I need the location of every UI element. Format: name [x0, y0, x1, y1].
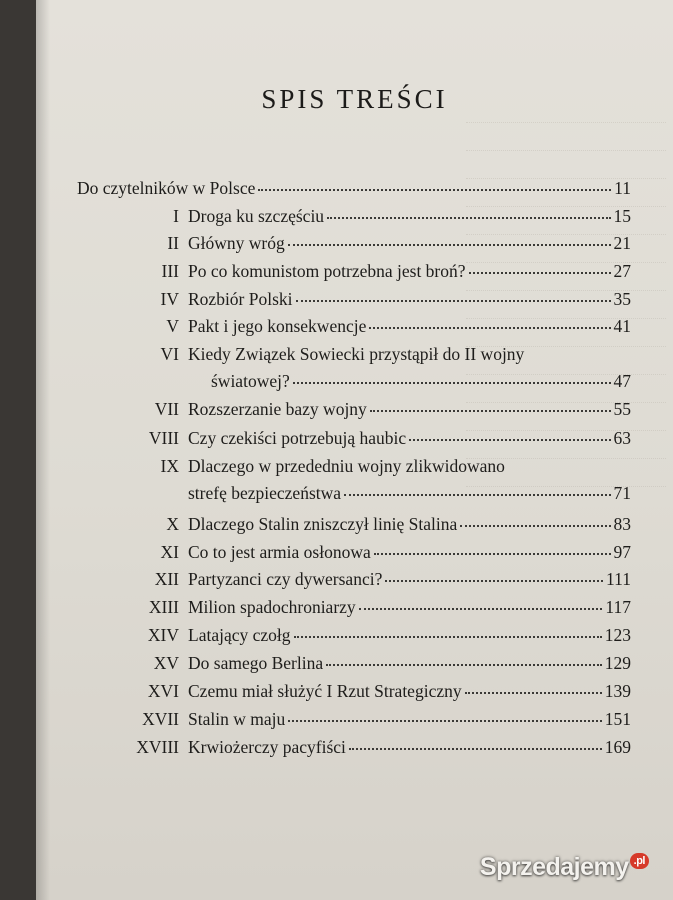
toc-entry-label: Milion spadochroniarzy [188, 597, 356, 617]
toc-entry-line [188, 569, 631, 590]
toc-entry-label: Pakt i jego konsekwencje [188, 316, 367, 336]
toc-chapter-number: X [166, 514, 179, 534]
toc-entry-page: 41 [613, 316, 631, 336]
toc-entry-label: Krwiożerczy pacyfiści [188, 737, 346, 757]
toc-chapter-number: XIII [148, 597, 179, 617]
toc-entry-page: 15 [613, 206, 631, 226]
toc-entry-page: 27 [613, 261, 631, 281]
table-of-contents [36, 0, 673, 900]
toc-entry-page: 35 [613, 289, 631, 309]
toc-entry-label-continued: światowej? [211, 371, 290, 391]
toc-entry-label: Rozbiór Polski [188, 289, 293, 309]
toc-entry-label: Partyzanci czy dywersanci? [188, 569, 383, 589]
toc-entry-label: Czemu miał służyć I Rzut Strategiczny [188, 681, 462, 701]
toc-chapter-number: IV [160, 289, 179, 309]
dot-leader [288, 243, 611, 246]
toc-chapter-number: V [166, 316, 179, 336]
watermark-text: Sprzedajemy [479, 853, 629, 881]
toc-entry-page: 151 [604, 709, 631, 729]
dot-leader [344, 493, 610, 496]
toc-entry-page: 169 [604, 737, 631, 757]
toc-entry-line [188, 542, 631, 563]
toc-entry-label: Dlaczego w przededniu wojny zlikwidowano [188, 456, 505, 476]
toc-entry-label: Stalin w maju [188, 709, 286, 729]
toc-chapter-number: I [173, 206, 179, 226]
book-page [36, 0, 673, 900]
toc-entry-line [188, 483, 631, 504]
toc-entry-page: 111 [606, 569, 631, 589]
toc-entry-page: 21 [613, 233, 631, 253]
toc-entry-label: Czy czekiści potrzebują haubic [188, 428, 407, 448]
toc-entry-label-continued: strefę bezpieczeństwa [188, 483, 342, 503]
toc-entry-page: 83 [613, 514, 631, 534]
toc-chapter-number: XI [160, 542, 179, 562]
toc-entry-line [188, 316, 631, 337]
dot-leader [326, 663, 602, 666]
page-title: SPIS TREŚCI [261, 84, 448, 114]
dot-leader [385, 579, 603, 582]
toc-entry-line [188, 737, 631, 758]
toc-entry-line [188, 233, 631, 254]
toc-entry-line [188, 597, 631, 618]
toc-entry-label: Dlaczego Stalin zniszczył linię Stalina [188, 514, 458, 534]
dot-leader [374, 552, 611, 555]
toc-chapter-number: III [161, 261, 179, 281]
toc-entry-label: Co to jest armia osłonowa [188, 542, 371, 562]
toc-entry-page: 117 [605, 597, 631, 617]
toc-chapter-number: XVIII [136, 737, 179, 757]
toc-chapter-number: XIV [147, 625, 179, 645]
toc-entry-label: Kiedy Związek Sowiecki przystąpił do II wojny [188, 344, 525, 364]
dot-leader [409, 438, 610, 441]
toc-entry-page: 55 [613, 399, 631, 419]
toc-chapter-number: VIII [148, 428, 179, 448]
dot-leader [327, 216, 610, 219]
toc-entry-page: 139 [604, 681, 631, 701]
toc-chapter-number: XV [153, 653, 179, 673]
toc-entry-line [188, 428, 631, 449]
toc-entry-page: 47 [613, 371, 631, 391]
toc-entry-line [188, 625, 631, 646]
dot-leader [293, 381, 611, 384]
toc-entry-label: Rozszerzanie bazy wojny [188, 399, 367, 419]
toc-entry-page: 11 [614, 178, 631, 198]
toc-entry-page: 129 [604, 653, 631, 673]
dot-leader [296, 299, 611, 302]
toc-chapter-number: VI [160, 344, 179, 364]
watermark-badge: .pl [630, 853, 649, 869]
dot-leader [359, 607, 603, 610]
toc-chapter-number: XVI [147, 681, 179, 701]
toc-entry-line [188, 709, 631, 730]
dot-leader [370, 409, 611, 412]
dot-leader [469, 271, 611, 274]
toc-chapter-number: XVII [142, 709, 179, 729]
dot-leader [258, 188, 611, 191]
toc-entry-page: 97 [613, 542, 631, 562]
toc-entry-line [188, 206, 631, 227]
dot-leader [294, 635, 602, 638]
toc-entry-line [188, 399, 631, 420]
toc-entry-page: 123 [604, 625, 631, 645]
toc-entry-line [188, 514, 631, 535]
sprzedajemy-watermark-logo [480, 853, 649, 882]
toc-entry-line [211, 371, 631, 392]
toc-chapter-number: XII [154, 569, 179, 589]
toc-chapter-number: II [167, 233, 179, 253]
dot-leader [288, 719, 602, 722]
dot-leader [349, 747, 602, 750]
toc-entry-page: 63 [613, 428, 631, 448]
toc-entry-page: 71 [613, 483, 631, 503]
dot-leader [460, 524, 610, 527]
toc-entry-line [188, 289, 631, 310]
toc-entry-label: Główny wróg [188, 233, 285, 253]
dot-leader [369, 326, 610, 329]
toc-entry-label: Latający czołg [188, 625, 291, 645]
toc-chapter-number: VII [154, 399, 179, 419]
toc-entry-line [188, 261, 631, 282]
toc-entry-line [77, 178, 631, 199]
toc-entry-label: Droga ku szczęściu [188, 206, 325, 226]
toc-entry-label: Do czytelników w Polsce [77, 178, 256, 198]
toc-chapter-number: IX [160, 456, 179, 476]
toc-entry-label: Do samego Berlina [188, 653, 324, 673]
toc-entry-line [188, 681, 631, 702]
dot-leader [465, 691, 602, 694]
toc-entry-line [188, 653, 631, 674]
toc-entry-label: Po co komunistom potrzebna jest broń? [188, 261, 466, 281]
